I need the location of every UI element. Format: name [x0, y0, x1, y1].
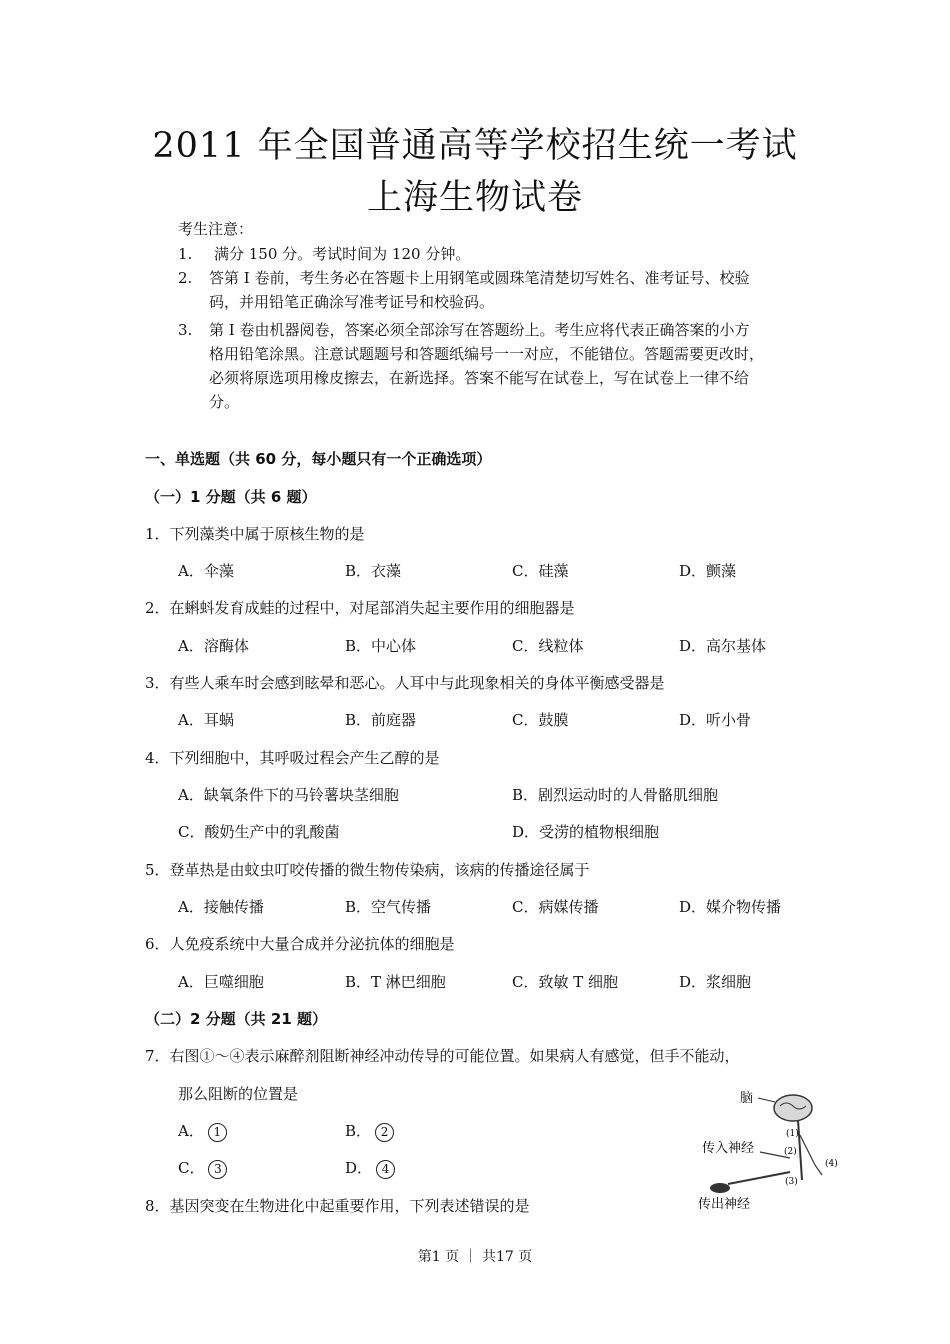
figure-label-afferent: 传入神经 [702, 1141, 755, 1156]
question-7-option-d [345, 1157, 395, 1179]
question-7-line-2: 那么阻断的位置是 [178, 1085, 299, 1103]
question-4-option-a: A．缺氧条件下的马铃薯块茎细胞 [178, 786, 399, 804]
notice-item-3-num: 3. [178, 321, 193, 339]
figure-label-efferent: 传出神经 [698, 1197, 751, 1212]
question-5-option-d: D．媒介物传播 [679, 898, 782, 916]
question-6-stem: 6．人免疫系统中大量合成并分泌抗体的细胞是 [145, 935, 455, 953]
question-7-option-a [178, 1120, 227, 1142]
question-5-stem: 5．登革热是由蚊虫叮咬传播的微生物传染病，该病的传播途径属于 [145, 861, 590, 879]
notice-item-3-line-1: 第 Ⅰ 卷由机器阅卷，答案必须全部涂写在答题纷上。考生应将代表正确答案的小方 [209, 321, 750, 339]
question-5-option-b: B．空气传播 [345, 898, 432, 916]
section-heading: 一、单选题（共 60 分，每小题只有一个正确选项） [145, 450, 492, 468]
question-5-option-c: C．病媒传播 [512, 898, 599, 916]
notice-item-1-text: 满分 150 分。考试时间为 120 分钟。 [214, 245, 471, 263]
part-2-heading: （二）2 分题（共 21 题） [145, 1010, 327, 1028]
exam-subtitle: 上海生物试卷 [366, 178, 583, 218]
question-8-stem: 8．基因突变在生物进化中起重要作用，下列表述错误的是 [145, 1197, 530, 1215]
question-2-stem: 2．在蝌蚪发育成蛙的过程中，对尾部消失起主要作用的细胞器是 [145, 599, 575, 617]
question-2-option-b: B．中心体 [345, 637, 417, 655]
question-2-option-d: D．高尔基体 [679, 637, 767, 655]
question-7-option-c [178, 1157, 227, 1179]
question-7-option-a-label: A． [178, 1122, 204, 1140]
question-6-option-b: B．T 淋巴细胞 [345, 973, 446, 991]
efferent-nerve [728, 1172, 790, 1184]
question-2-option-a: A．溶酶体 [178, 637, 249, 655]
notice-item-3-line-2: 格用铅笔涂黑。注意试题题号和答题纸编号一一对应，不能错位。答题需要更改时， [209, 345, 765, 363]
question-6-option-d: D．浆细胞 [679, 973, 752, 991]
notice-item-2-line-1: 答第 Ⅰ 卷前，考生务必在答题卡上用钢笔或圆珠笔清楚切写姓名、准考证号、校验 [209, 269, 750, 287]
descending-pathway [800, 1135, 822, 1175]
circled-number-3: 3 [208, 1160, 227, 1179]
question-3-option-b: B．前庭器 [345, 711, 417, 729]
question-6-option-a: A．巨噬细胞 [178, 973, 264, 991]
question-7-option-b [345, 1120, 394, 1142]
question-5-option-a: A．接触传播 [178, 898, 264, 916]
brain-pointer-line [758, 1098, 775, 1102]
question-1-option-a: A．伞藻 [178, 562, 234, 580]
question-1-stem: 1．下列藻类中属于原核生物的是 [145, 525, 365, 543]
question-7-option-b-label: B． [345, 1122, 372, 1140]
brain-shape [774, 1095, 812, 1121]
marker-2: (2) [784, 1147, 797, 1157]
figure-label-brain: 脑 [740, 1091, 754, 1106]
question-1-option-d: D．颤藻 [679, 562, 737, 580]
question-6-option-c: C．致敏 T 细胞 [512, 973, 619, 991]
notice-item-1-num: 1. [178, 245, 193, 263]
question-3-stem: 3．有些人乘车时会感到眩晕和恶心。人耳中与此现象相关的身体平衡感受器是 [145, 674, 665, 692]
question-2-option-c: C．线粒体 [512, 637, 584, 655]
effector-muscle [710, 1183, 730, 1193]
part-1-heading: （一）1 分题（共 6 题） [145, 488, 317, 506]
question-4-option-d: D．受涝的植物根细胞 [512, 823, 660, 841]
marker-4: (4) [825, 1159, 838, 1169]
circled-number-1: 1 [208, 1123, 227, 1142]
question-4-stem: 4．下列细胞中，其呼吸过程会产生乙醇的是 [145, 749, 440, 767]
marker-3: (3) [785, 1177, 798, 1187]
notice-item-3-line-4: 分。 [209, 393, 240, 411]
question-4-option-b: B．剧烈运动时的人骨骼肌细胞 [512, 786, 719, 804]
question-4-option-c: C．酸奶生产中的乳酸菌 [178, 823, 340, 841]
circled-number-2: 2 [375, 1123, 394, 1142]
marker-1: (1) [786, 1129, 799, 1139]
question-3-option-d: D．听小骨 [679, 711, 752, 729]
question-7-line-1: 7．右图①～④表示麻醉剂阻断神经冲动传导的可能位置。如果病人有感觉，但手不能动， [145, 1047, 740, 1065]
question-7-option-d-label: D． [345, 1159, 373, 1177]
notice-item-2-num: 2. [178, 269, 193, 287]
exam-title: 2011 年全国普通高等学校招生统一考试 [152, 126, 798, 166]
reflex-arc-figure [690, 1080, 850, 1215]
question-3-option-c: C．鼓膜 [512, 711, 569, 729]
question-1-option-b: B．衣藻 [345, 562, 402, 580]
circled-number-4: 4 [376, 1160, 395, 1179]
notice-heading: 考生注意： [178, 220, 254, 238]
question-1-option-c: C．硅藻 [512, 562, 569, 580]
question-3-option-a: A．耳蜗 [178, 711, 234, 729]
page-footer: 第1 页 ｜ 共17 页 [417, 1249, 533, 1265]
question-7-option-c-label: C． [178, 1159, 205, 1177]
notice-item-3-line-3: 必须将原选项用橡皮擦去，在新选择。答案不能写在试卷上，写在试卷上一律不给 [209, 369, 750, 387]
notice-item-2-line-2: 码，并用铅笔正确涂写准考证号和校验码。 [209, 293, 495, 311]
